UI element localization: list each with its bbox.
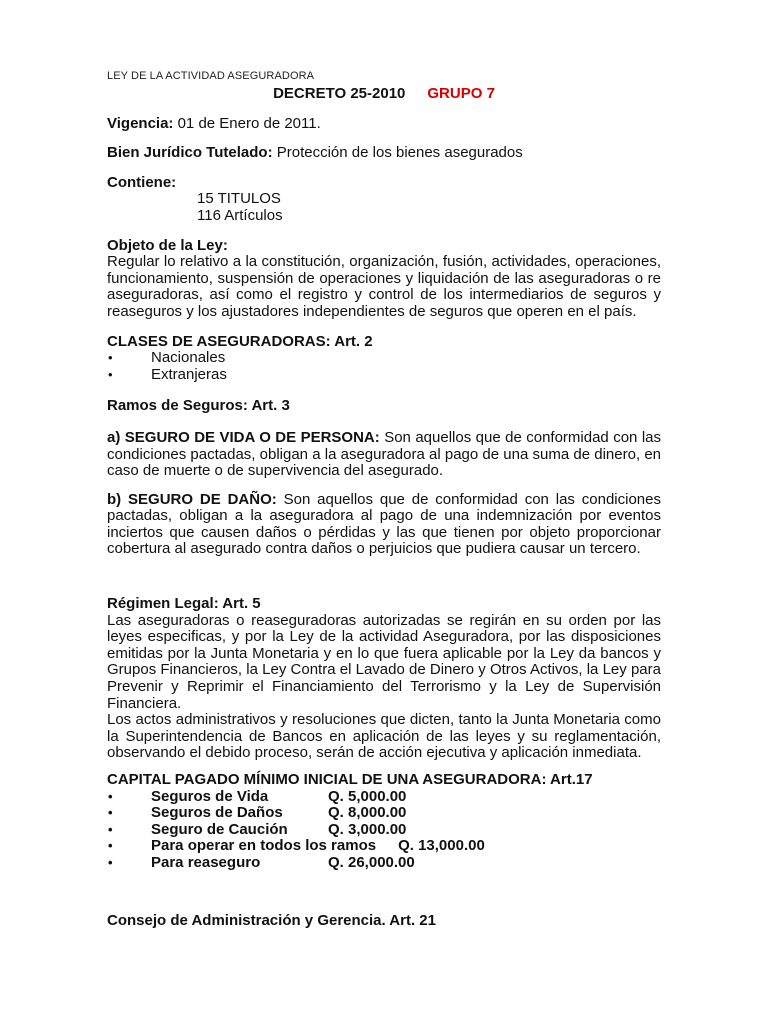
ramos-title: Ramos de Seguros: Art. 3 (107, 397, 290, 415)
dano-label: b) SEGURO DE DAÑO: (107, 490, 277, 508)
regimen-paragraph-1: Las aseguradoras o reaseguradoras autorizadas se regirán en su orden por las leyes especificas, y por la Ley de la actividad Aseguradora, por las disposiciones emitidas por la Junta Monetaria y en lo que fuera aplicable por la Ley da bancos y Grupos Financieros, la Ley Contra el Lavado de Dinero y Otros Activos, la Ley para Prevenir y Reprimir el Financiamiento del Terrorismo y la Ley de Supervisión Financiera. (107, 611, 661, 712)
vigencia-value: 01 de Enero de 2011. (177, 114, 321, 132)
contiene-label: Contiene: (107, 173, 177, 191)
clases-title: CLASES DE ASEGURADORAS: Art. 2 (107, 332, 373, 350)
capital-title: CAPITAL PAGADO MÍNIMO INICIAL DE UNA ASEGURADORA: Art.17 (107, 771, 593, 788)
contiene-item-titulos: 15 TITULOS (197, 190, 281, 208)
consejo-title: Consejo de Administración y Gerencia. Art. 21 (107, 911, 436, 929)
list-item (107, 805, 661, 822)
list-item: • Extranjeras (107, 367, 661, 384)
list-item (107, 855, 661, 872)
regimen-title: Régimen Legal: Art. 5 (107, 595, 261, 613)
bien-label: Bien Jurídico Tutelado: (107, 144, 273, 162)
grupo-title: GRUPO 7 (427, 85, 495, 102)
list-item: • Nacionales (107, 350, 661, 367)
vida-label: a) SEGURO DE VIDA O DE PERSONA: (107, 428, 380, 446)
capital-item-label: Seguros de Vida (151, 787, 269, 805)
clases-list (107, 350, 661, 383)
vigencia-line (107, 116, 661, 133)
dano-paragraph (107, 492, 661, 558)
contiene-item-articulos: 116 Artículos (197, 206, 283, 224)
capital-item-label: Seguro de Caución (151, 820, 288, 838)
decreto-title: DECRETO 25-2010 (273, 85, 406, 102)
page-title (107, 86, 661, 103)
bien-line (107, 145, 661, 162)
capital-item-amount: Q. 3,000.00 (328, 820, 407, 838)
objeto-label: Objeto de la Ley: (107, 236, 228, 254)
bien-value: Protección de los bienes asegurados (276, 144, 523, 162)
capital-item-label: Seguros de Daños (151, 804, 283, 822)
capital-item-amount: Q. 26,000.00 (328, 853, 415, 871)
capital-list (107, 789, 661, 872)
vida-paragraph (107, 430, 661, 480)
list-item (107, 822, 661, 839)
list-item (107, 838, 661, 855)
capital-item-label: Para reaseguro (151, 853, 261, 871)
regimen-paragraph-2: Los actos administrativos y resoluciones que dicten, tanto la Junta Monetaria como la Superintendencia de Bancos en aplicación de las leyes y su reglamentación, observando el debido proceso, serán de acción ejecutiva y aplicación inmediata. (107, 711, 661, 762)
vigencia-label: Vigencia: (107, 114, 174, 132)
dano-text: Son aquellos que de conformidad con las condiciones pactadas, obligan a la aseguradora al pago de una indemnización por eventos inciertos que causen daños o pérdidas y las que tienen por objeto proporcionar cobertura al asegurado contra daños o perjuicios que pudiera causar un tercero. (107, 490, 661, 558)
document-page (107, 70, 661, 929)
capital-item-amount: Q. 5,000.00 (328, 787, 407, 805)
list-item (107, 789, 661, 806)
capital-item-amount: Q. 8,000.00 (328, 804, 407, 822)
capital-item-amount: Q. 13,000.00 (398, 837, 485, 855)
objeto-text: Regular lo relativo a la constitución, organización, fusión, actividades, operaciones, funcionamiento, suspensión de operaciones y liquidación de las aseguradoras o re aseguradoras, así como el registro y control de los intermediarios de seguros y reaseguros y los ajustadores independientes de seguros que operen en el país. (107, 253, 661, 320)
vida-text: Son aquellos que de conformidad con las condiciones pactadas, obligan a la aseguradora al pago de una suma de dinero, en caso de muerte o de supervivencia del asegurado. (107, 428, 661, 480)
document-header: LEY DE LA ACTIVIDAD ASEGURADORA (107, 70, 315, 82)
capital-item-label: Para operar en todos los ramos (151, 837, 377, 855)
